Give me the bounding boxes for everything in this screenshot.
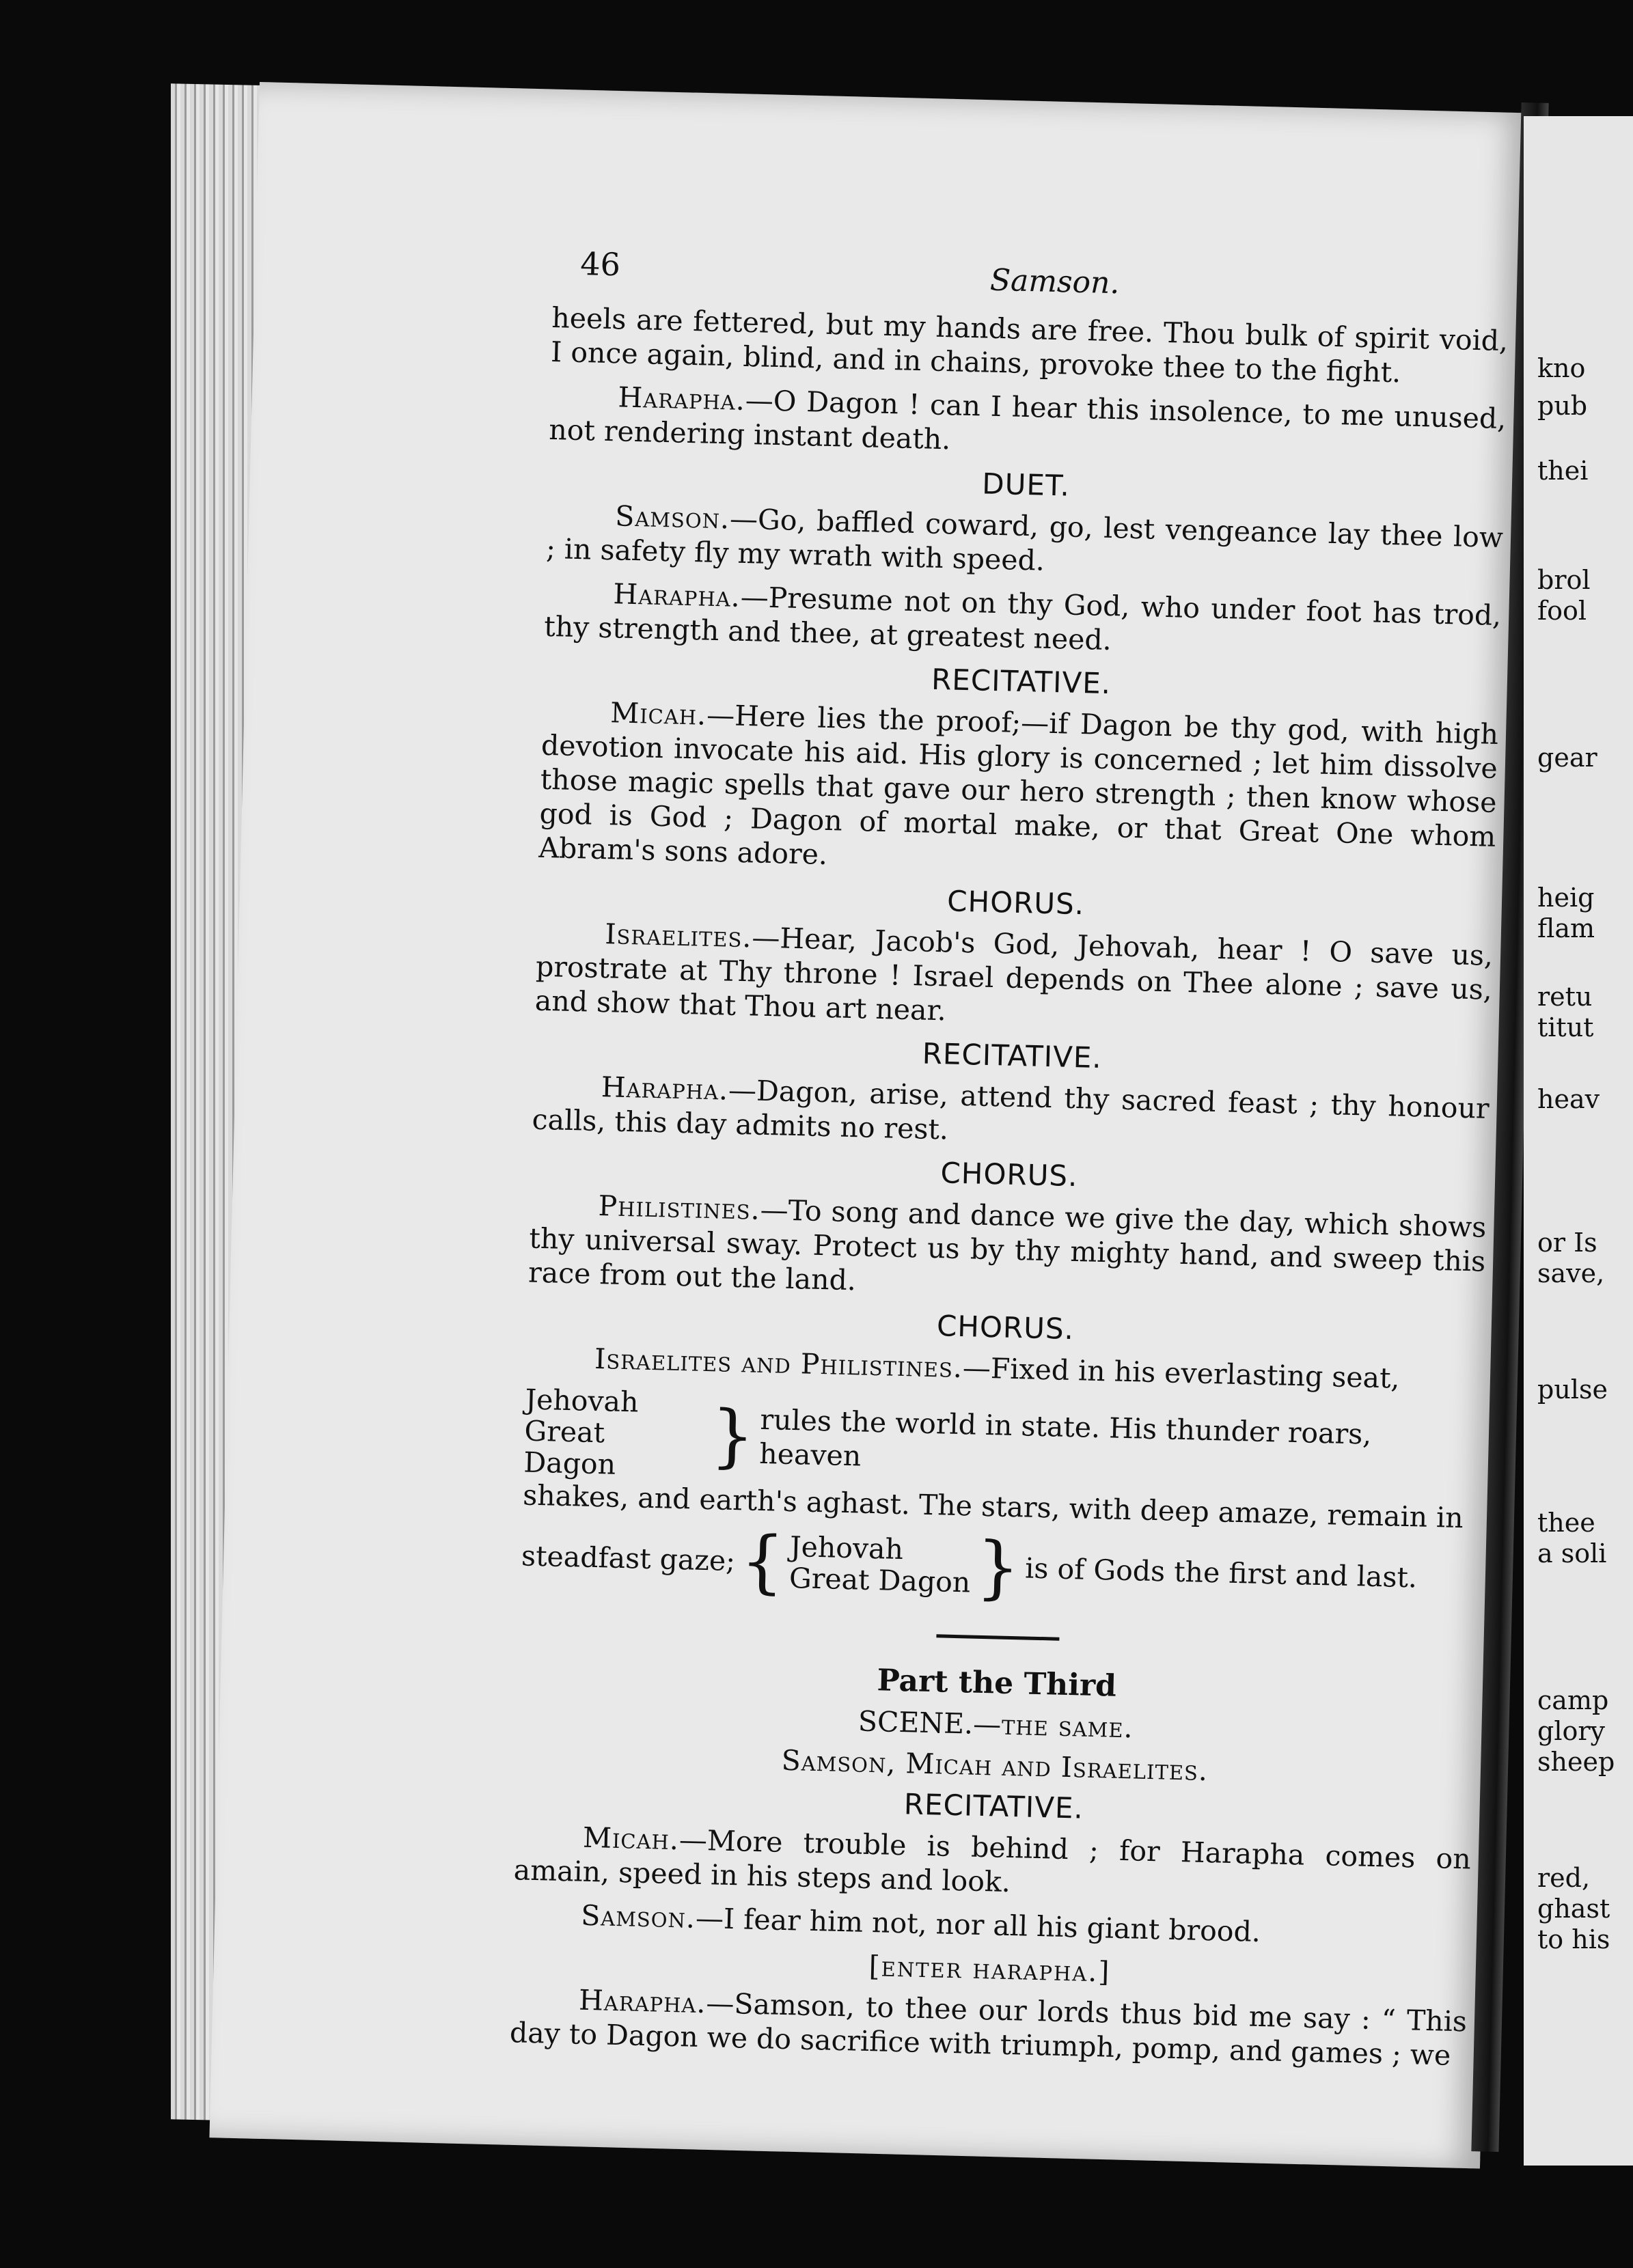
- speech: [528, 1187, 1487, 1313]
- section-heading: RECITATIVE.: [922, 1036, 1103, 1075]
- speech: [538, 694, 1499, 888]
- facing-page-fragment: a soli: [1537, 1538, 1607, 1568]
- speech-text: —Fixed in his everlasting seat,: [962, 1351, 1401, 1395]
- brace-options: [523, 1384, 706, 1482]
- speaker-name: Philistines.: [598, 1189, 761, 1226]
- page-content: [509, 246, 1509, 2082]
- speaker-name: Harapha.: [578, 1983, 707, 2020]
- facing-page: [1524, 116, 1633, 2166]
- facing-page-fragment: sheep: [1537, 1747, 1615, 1777]
- final-chorus-brace2: [521, 1521, 1479, 1613]
- facing-page-fragment: heig: [1537, 883, 1595, 913]
- body-text: [527, 301, 1509, 1357]
- left-brace: {: [739, 1521, 786, 1602]
- speech: [513, 1818, 1471, 1910]
- facing-page-fragment: heav: [1537, 1084, 1600, 1114]
- speaker-name: Israelites and Philistines.: [594, 1342, 963, 1385]
- brace-option: Great Dagon: [788, 1562, 971, 1599]
- section-heading: CHORUS.: [939, 1156, 1079, 1193]
- section-heading: RECITATIVE.: [931, 662, 1112, 701]
- speaker-name: Samson.: [614, 499, 730, 536]
- speech: [534, 915, 1493, 1041]
- speech: [509, 1981, 1467, 2073]
- speech-text: —More trouble is behind ; for Harapha comes on amain, speed in his steps and look.: [513, 1823, 1472, 1899]
- speech-text: —Hear, Jacob's God, Jehovah, hear ! O save us, prostrate at Thy throne ! Israel depends on Thee alone ; save us, and show that Thou art near.: [534, 921, 1494, 1027]
- facing-page-fragment: glory: [1537, 1716, 1605, 1746]
- brace-option: Jehovah: [525, 1383, 640, 1419]
- speech-text: rules the world in state. His thunder roars, heaven: [758, 1402, 1372, 1473]
- speech-text: —Go, baffled coward, go, lest vengeance lay thee low ; in safety fly my wrath with speed.: [545, 502, 1504, 577]
- facing-page-fragment: retu: [1537, 982, 1593, 1012]
- speech-text: —I fear him not, nor all his giant brood.: [695, 1901, 1261, 1949]
- facing-page-fragment: fool: [1537, 596, 1587, 626]
- brace-option: Great Dagon: [523, 1414, 616, 1481]
- section-heading: RECITATIVE.: [903, 1787, 1084, 1825]
- speech-text: —Here lies the proof;—if Dagon be thy god, with high devotion invocate his aid. His glory is concerned ; let him dissolve those magic spells that gave our hero strength ; then know whose god is God ; Dagon of mortal make, or that Great One whom Abram's sons adore.: [538, 698, 1499, 872]
- speaker-name: Harapha.: [618, 381, 746, 417]
- right-brace: }: [709, 1395, 756, 1476]
- facing-page-fragment: gear: [1537, 743, 1597, 773]
- section-heading: CHORUS.: [936, 1309, 1075, 1346]
- right-brace: }: [975, 1526, 1021, 1608]
- facing-page-fragment: thee: [1537, 1508, 1595, 1538]
- facing-page-fragment: thei: [1537, 456, 1589, 486]
- brace-option: Jehovah: [789, 1530, 904, 1566]
- facing-page-fragment: or Is: [1537, 1228, 1597, 1258]
- scene-setting: —the same.: [972, 1707, 1134, 1745]
- facing-page-fragment: to his: [1537, 1924, 1610, 1954]
- speech-text: —O Dagon ! can I hear this insolence, to me unused, not rendering instant death.: [548, 383, 1507, 456]
- part-title: Part the Third: [877, 1663, 1117, 1704]
- scene-label: SCENE.: [857, 1704, 974, 1741]
- facing-page-fragment: titut: [1537, 1012, 1594, 1042]
- speech-text: —Dagon, arise, attend thy sacred feast ; thy honour calls, this day admits no rest.: [532, 1073, 1490, 1146]
- speech: [544, 575, 1502, 667]
- speaker-name: Harapha.: [601, 1070, 729, 1107]
- final-chorus-line3: shakes, and earth's aghast. The stars, with deep amaze, remain in: [522, 1478, 1464, 1535]
- speaker-name: Israelites.: [604, 917, 753, 954]
- section-heading: CHORUS.: [946, 884, 1085, 922]
- speech-text: —Presume not on thy God, who under foot has trod, thy strength and thee, at greatest need.: [543, 580, 1502, 657]
- section-divider: [936, 1634, 1059, 1640]
- speaker-name: Harapha.: [612, 577, 741, 613]
- speech: [532, 1068, 1490, 1160]
- speech-text: —To song and dance we give the day, which shows thy universal sway. Protect us by thy mighty hand, and sweep this race from out the land.: [527, 1193, 1487, 1297]
- stage-direction: [enter harapha.]: [868, 1950, 1111, 1989]
- facing-page-fragment: ghast: [1537, 1894, 1610, 1924]
- brace-options: [789, 1531, 972, 1598]
- speaker-name: Samson.: [580, 1898, 696, 1935]
- speaker-name: Micah.: [609, 696, 707, 732]
- section-heading: DUET.: [981, 467, 1071, 503]
- character-list: Samson, Micah and Israelites.: [781, 1743, 1209, 1788]
- facing-page-fragment: brol: [1537, 565, 1591, 595]
- facing-page-fragment: kno: [1537, 353, 1586, 383]
- facing-page-fragment: pub: [1537, 391, 1588, 421]
- speech-text: is of Gods the first and last.: [1024, 1551, 1418, 1594]
- speech-text: heels are fettered, but my hands are free. Thou bulk of spirit void, I once again, blind, and in chains, provoke thee to the fight.: [550, 301, 1509, 389]
- speech-text: steadfast gaze;: [521, 1539, 736, 1578]
- speech: [549, 378, 1507, 470]
- facing-page-fragment: pulse: [1537, 1374, 1608, 1405]
- speaker-name: Micah.: [582, 1821, 680, 1857]
- page-number: 46: [579, 245, 621, 284]
- facing-page-fragment: red,: [1537, 1863, 1591, 1893]
- running-title: Samson.: [989, 262, 1121, 301]
- speech: [546, 497, 1504, 589]
- speech-text: —Samson, to thee our lords thus bid me say : “ This day to Dagon we do sacrifice with triumph, pomp, and games ; we: [509, 1987, 1468, 2072]
- facing-page-fragment: save,: [1537, 1258, 1605, 1288]
- facing-page-fragment: camp: [1537, 1685, 1609, 1715]
- facing-page-fragment: flam: [1537, 913, 1595, 943]
